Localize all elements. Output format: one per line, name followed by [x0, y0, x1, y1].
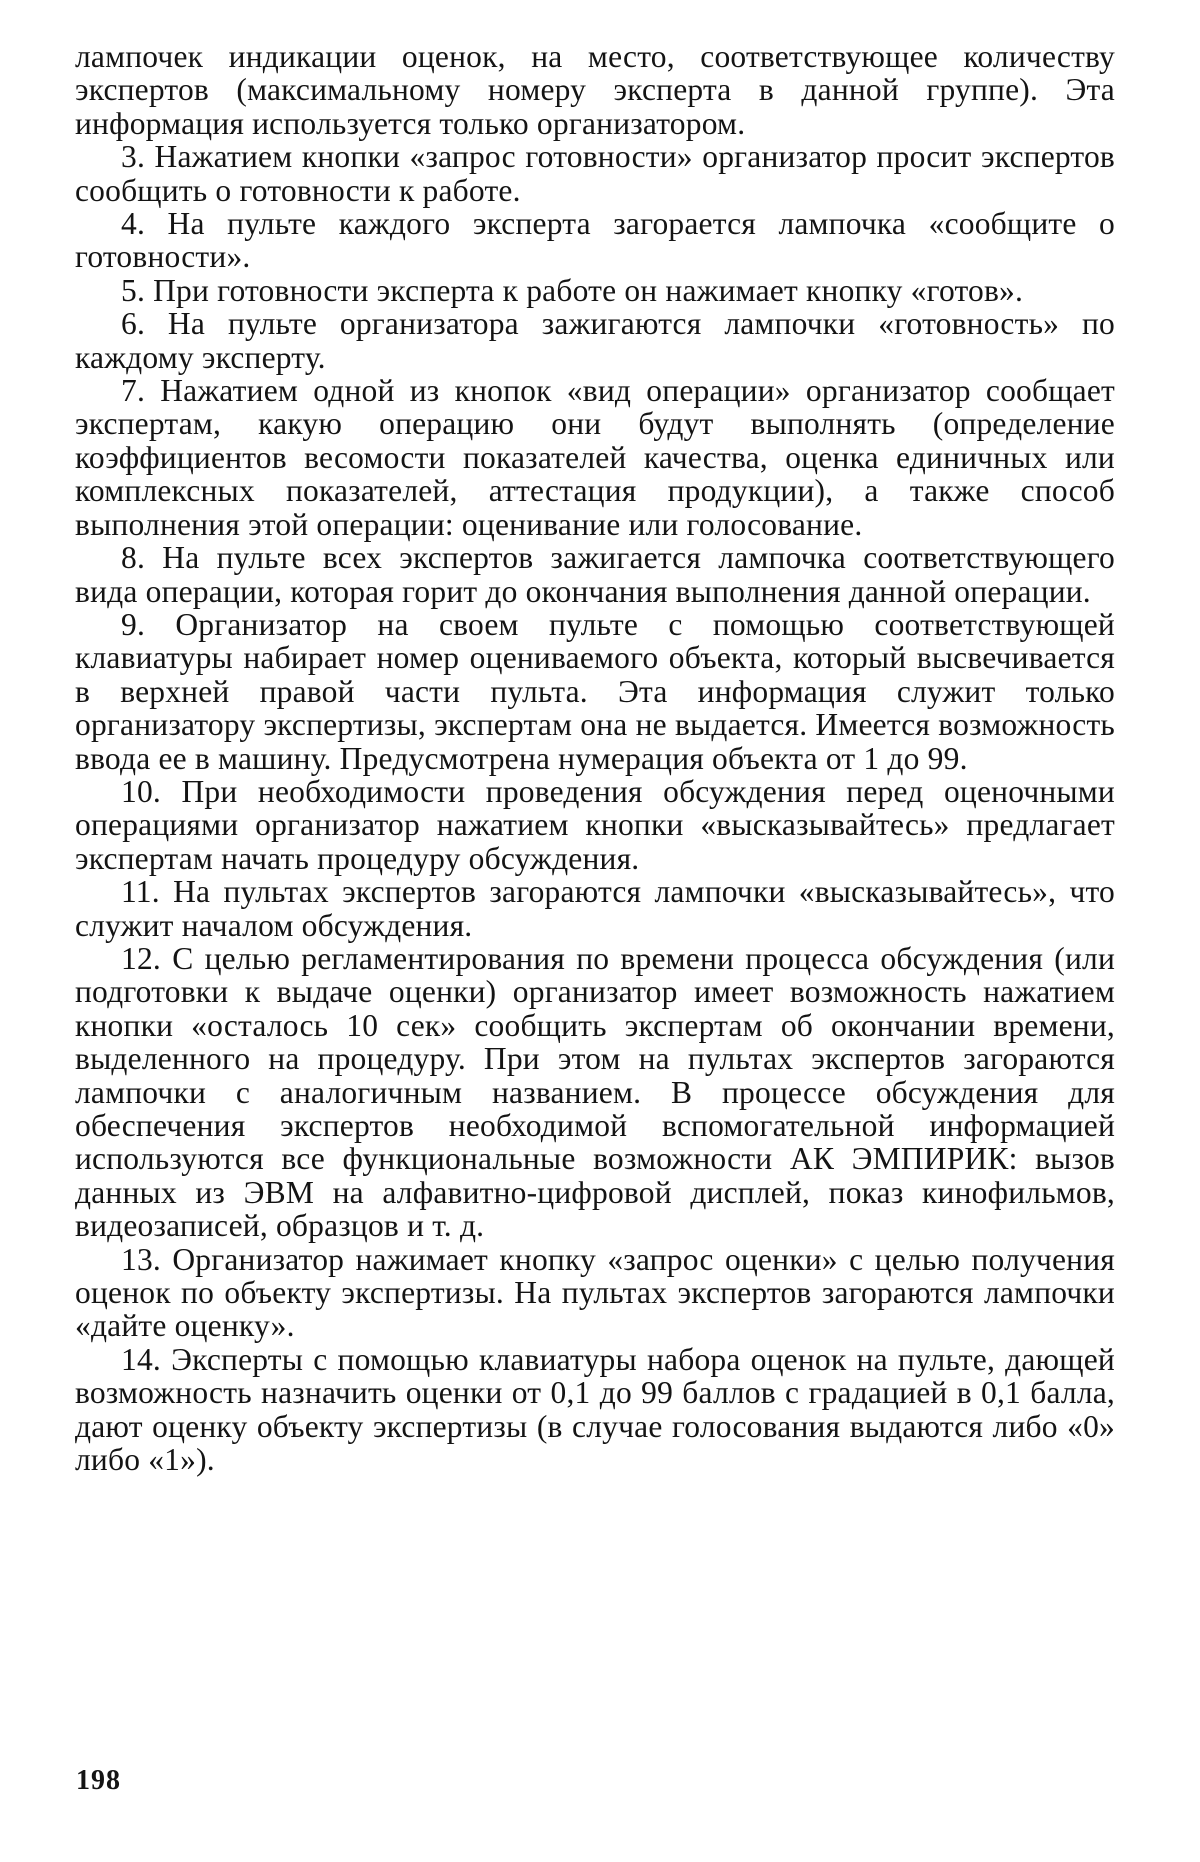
- paragraph-item-3: 3. Нажатием кнопки «запрос готовности» организатор просит экспертов сообщить о готовности к работе.: [75, 139, 1115, 208]
- paragraph-item-4: 4. На пульте каждого эксперта загорается лампочка «сообщите о готовности».: [75, 206, 1115, 275]
- page-number: 198: [76, 1765, 121, 1796]
- paragraph-item-14: 14. Эксперты с помощью клавиатуры набора оценок на пульте, дающей возможность назначить оценки от 0,1 до 99 баллов с градацией в 0,1 балла, дают оценку объекту экспертизы (в случае голосования выдаются либо «0» либо «1»).: [75, 1341, 1115, 1478]
- paragraph-item-6: 6. На пульте организатора зажигаются лампочки «готовность» по каждому эксперту.: [75, 306, 1115, 375]
- paragraph-item-8: 8. На пульте всех экспертов зажигается лампочка соответствующего вида операции, которая горит до окончания выполнения данной операции.: [75, 540, 1115, 609]
- paragraph-continuation: лампочек индикации оценок, на место, соответствующее количеству экспертов (максимальному номеру эксперта в данной группе). Эта информация используется только организатором.: [75, 39, 1115, 141]
- paragraph-item-7: 7. Нажатием одной из кнопок «вид операции» организатор сообщает экспертам, какую операцию они будут выполнять (определение коэффициентов весомости показателей качества, оценка единичных или комплексных показателей, аттестация продукции), а также способ выполнения этой операции: оценивание или голосование.: [75, 373, 1115, 542]
- page-text-block: [75, 40, 1115, 1476]
- paragraph-item-10: 10. При необходимости проведения обсуждения перед оценочными операциями организатор нажатием кнопки «высказывайтесь» предлагает экспертам начать процедуру обсуждения.: [75, 773, 1115, 876]
- paragraph-item-13: 13. Организатор нажимает кнопку «запрос оценки» с целью получения оценок по объекту экспертизы. На пультах экспертов загораются лампочки «дайте оценку».: [75, 1241, 1115, 1344]
- paragraph-item-5: 5. При готовности эксперта к работе он нажимает кнопку «готов».: [121, 272, 1024, 308]
- paragraph-item-11: 11. На пультах экспертов загораются лампочки «высказывайтесь», что служит началом обсуждения.: [75, 874, 1115, 943]
- paragraph-item-12: 12. С целью регламентирования по времени процесса обсуждения (или подготовки к выдаче оценки) организатор имеет возможность нажатием кнопки «осталось 10 сек» сообщить экспертам об окончании времени, выделенного на процедуру. При этом на пультах экспертов загораются лампочки с аналогичным названием. В процессе обсуждения для обеспечения экспертов необходимой вспомогательной информацией используются все функциональные возможности АК ЭМПИРИК: вызов данных из ЭВМ на алфавитно-цифровой дисплей, показ кинофильмов, видеозаписей, образцов и т. д.: [75, 940, 1115, 1244]
- paragraph-item-9: 9. Организатор на своем пульте с помощью соответствующей клавиатуры набирает номер оцениваемого объекта, который высвечивается в верхней правой части пульта. Эта информация служит только организатору экспертизы, экспертам она не выдается. Имеется возможность ввода ее в машину. Предусмотрена нумерация объекта от 1 до 99.: [75, 606, 1115, 776]
